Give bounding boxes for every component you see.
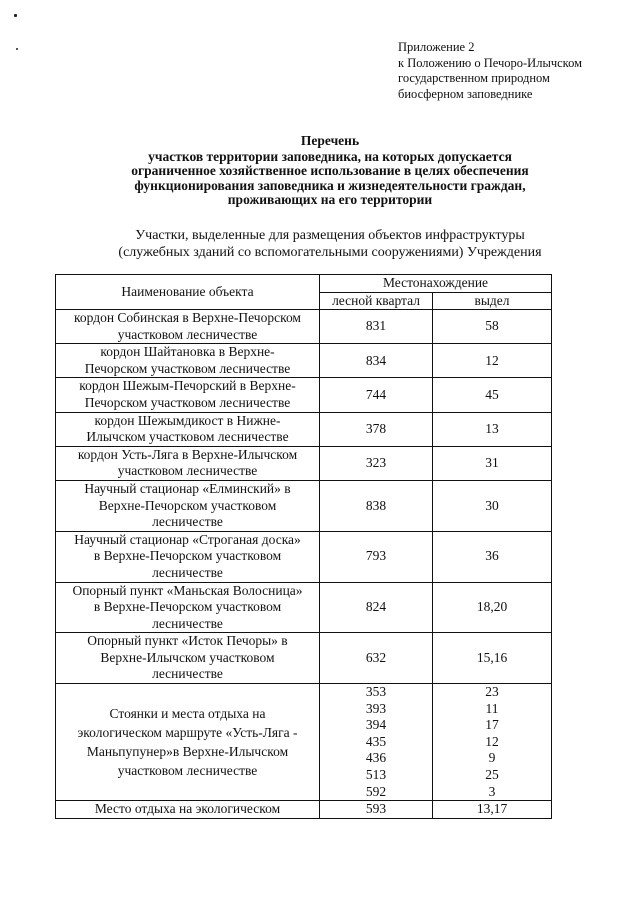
subtitle-line: (служебных зданий со вспомогательными сооружениями) Учреждения [118,245,542,260]
quarter-cell: 838 [320,480,433,531]
appendix-line: Приложение 2 [398,40,475,54]
section-cell: 58 [433,310,552,344]
object-name: Опорный пункт «Исток Печоры» в Верхне-Илычском участковом лесничестве [56,633,320,684]
object-name: кордон Усть-Ляга в Верхне-Илычском участковом лесничестве [56,446,320,480]
header-name: Наименование объекта [56,275,320,310]
object-name: Научный стационар «Елминский» в Верхне-Печорском участковом лесничестве [56,480,320,531]
header-section: выдел [433,292,552,310]
table-row [56,310,552,344]
title-line: проживающих на его территории [227,192,433,207]
section-cell: 15,16 [433,633,552,684]
header-location: Местонахождение [320,275,552,293]
object-name: кордон Шежымдикост в Нижне- Илычском участковом лесничестве [56,412,320,446]
title-line: ограниченное хозяйственное использование в целях обеспечения [131,163,529,178]
table-row-group [56,684,552,801]
quarter-cell: 793 [320,531,433,582]
table-row [56,633,552,684]
appendix-note [398,40,582,102]
object-name: кордон Собинская в Верхне-Печорском участковом лесничестве [56,310,320,344]
table-row [56,344,552,378]
title-line: участков территории заповедника, на которых допускается [148,148,512,164]
quarter-cell: 323 [320,446,433,480]
table-row [56,480,552,531]
object-name: Стоянки и места отдыха на экологическом маршруте «Усть-Ляга - Маньпупунер»в Верхне-Илычском участковом лесничестве [56,684,320,801]
quarter-cell: 744 [320,378,433,412]
table-row [56,378,552,412]
scan-speck [16,48,18,50]
object-name: Место отдыха на экологическом [56,801,320,819]
section-cell: 36 [433,531,552,582]
table-row [56,531,552,582]
section-list: 23 11 17 12 9 25 3 [433,684,552,801]
section-subtitle [60,227,600,261]
quarter-cell: 831 [320,310,433,344]
table-row [56,412,552,446]
quarter-cell: 824 [320,582,433,633]
document-title [60,134,600,208]
title-heading: Перечень [300,133,360,148]
appendix-line: биосферном заповеднике [398,86,533,101]
title-line: функционирования заповедника и жизнедеятельности граждан, [134,177,526,193]
section-cell: 30 [433,480,552,531]
table-row [56,582,552,633]
object-name: кордон Шежым-Печорский в Верхне- Печорском участковом лесничестве [56,378,320,412]
section-cell: 13 [433,412,552,446]
object-name: Научный стационар «Строганая доска» в Верхне-Печорском участковом лесничестве [56,531,320,582]
quarter-list: 353 393 394 435 436 513 592 [320,684,433,801]
table-row [56,446,552,480]
infrastructure-table [55,274,552,819]
section-cell: 45 [433,378,552,412]
quarter-cell: 378 [320,412,433,446]
object-name: Опорный пункт «Маньская Волосница» в Верхне-Печорском участковом лесничестве [56,582,320,633]
quarter-cell: 632 [320,633,433,684]
object-name: кордон Шайтановка в Верхне- Печорском участковом лесничестве [56,344,320,378]
scan-speck [14,14,17,17]
section-cell: 18,20 [433,582,552,633]
subtitle-line: Участки, выделенные для размещения объектов инфраструктуры [135,228,525,243]
quarter-cell: 593 [320,801,433,819]
appendix-line: к Положению о Печоро-Илычском [398,55,583,70]
quarter-cell: 834 [320,344,433,378]
section-cell: 12 [433,344,552,378]
appendix-line: государственном природном [398,71,550,85]
section-cell: 13,17 [433,801,552,819]
header-quarter: лесной квартал [320,292,433,310]
section-cell: 31 [433,446,552,480]
table-row [56,801,552,819]
